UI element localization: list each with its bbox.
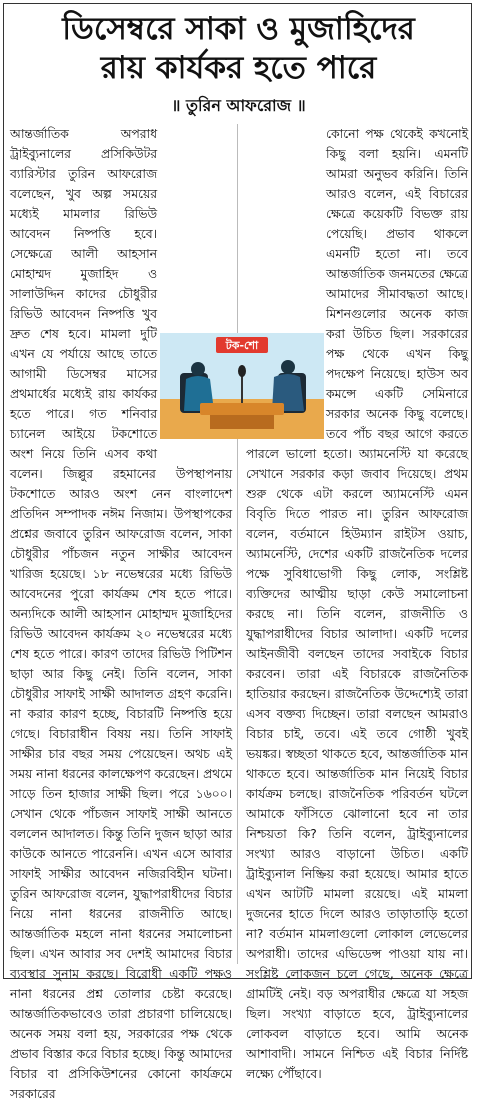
column-divider xyxy=(237,124,238,964)
show-banner-label: টক-শো xyxy=(225,339,259,352)
headline xyxy=(0,10,477,88)
talkshow-illustration xyxy=(160,333,324,439)
table-front xyxy=(210,415,274,429)
right-person-head xyxy=(281,360,295,374)
right-column-text: কোনো পক্ষ থেকেই কখনোই কিছু বলা হয়নি। এমনটি আমরা অনুভব করিনি। তিনি আরও বলেন, এই বিচারের ক্ষেত্রে কয়েকটি বিভক্ত রায় পেয়েছি। প্রভাব থাকলে এমনটি হতো না। তবে আন্তর্জাতিক জনমতের ক্ষেত্রে আমাদের সীমাবদ্ধতা আছে। মিশনগুলোর অনেক কাজ করা উচিত ছিল। সরকারের পক্ষ থেকে এখন কিছু পদক্ষেপ নিয়েছে। হাউস অব কমন্সে একটি সেমিনারে সরকার অনেক কিছু বলেছে। তবে পাঁচ বছর আগে করতে পারলে ভালো হতো। অ্যামনেস্টি যা করেছে সেখানে সরকার কড়া জবাব দিয়েছে। প্রথম শুরু থেকে এটা করলে অ্যামনেস্টি এমন বিবৃতি দিতে পারত না। তুরিন আফরোজ বলেন, বর্তমানে হিউম্যান রাইটস ওয়াচ, অ্যামনেস্টি, দেশের একটি রাজনৈতিক দলের পক্ষে সুবিধাভোগী কিছু লোক, সংশ্লিষ্ট ব্যক্তিদের আত্মীয় ছাড়া কেউ সমালোচনা করছে না। তিনি বলেন, রাজনীতি ও যুদ্ধাপরাধীদের বিচার আলাদা। একটি দলের আইনজীবী বলছেন তাদের সবাইকে বিচার করবেন। তারা এই বিচারকে রাজনৈতিক হাতিয়ার করছেন। রাজনৈতিক উদ্দেশ্যেই তারা এসব বক্তব্য দিচ্ছেন। তারা বলছেন আমরাও বিচার চাই, তবে। এই তবে গোষ্ঠী খুবই ভয়ঙ্কর। স্বচ্ছতা থাকতে হবে, আন্তর্জাতিক মান থাকতে হবে। আন্তর্জাতিক মান নিয়েই বিচার কার্যক্রম চলছে। রাজনৈতিক পরিবর্তন ঘটলে আমাকে ফাঁসিতে ঝোলানো হবে না তার নিশ্চয়তা কি? তিনি বলেন, ট্রাইব্যুনালের সংখ্যা আরও বাড়ানো উচিত। একটি ট্রাইব্যুনাল নিষ্ক্রিয় করা হয়েছে। আমার হাতে এখন আটটি মামলা রয়েছে। এই মামলা দুজনের হাতে দিলে আরও তাড়াতাড়ি হতো না? বর্তমান মামলাগুলো লোকাল লেভেলের অপরাধী। তাদের এভিডেন্স পাওয়া যায় না। সংশ্লিষ্ট লোকজন চলে গেছে, অনেক ক্ষেত্রে গ্রামটিই নেই। বড় অপরাধীর ক্ষেত্রে যা সহজ ছিল। সংখ্যা বাড়াতে হবে, ট্রাইব্যুনালের লোকবল বাড়াতে হবে। আমি অনেক আশাবাদী। সামনে নিশ্চিত এই বিচার নির্দিষ্ট লক্ষ্যে পৌঁছাবে। xyxy=(246,127,468,1081)
byline: ॥ তুরিন আফরোজ ॥ xyxy=(171,96,306,115)
left-column xyxy=(10,124,232,1101)
left-person-head xyxy=(191,362,205,376)
right-column xyxy=(246,124,468,1081)
headline-line-1: ডিসেম্বরে সাকা ও মুজাহিদের xyxy=(62,11,415,47)
studio-table xyxy=(200,403,284,415)
microphone-icon xyxy=(238,365,246,377)
left-column-text: আন্তর্জাতিক অপরাধ ট্রাইব্যুনালের প্রসিকিউটর ব্যারিস্টার তুরিন আফরোজ বলেছেন, খুব অল্প সময়ের মধ্যেই মামলার রিভিউ আবেদন নিষ্পত্তি হবে। সেক্ষেত্রে আলী আহসান মোহাম্মদ মুজাহিদ ও সালাউদ্দিন কাদের চৌধুরীর রিভিউ আবেদন নিষ্পত্তি খুব দ্রুত শেষ হবে। মামলা দুটি এখন যে পর্যায়ে আছে তাতে আগামী ডিসেম্বর মাসের প্রথমার্ধের মধ্যেই রায় কার্যকর হতে পারে। গত শনিবার চ্যানেল আইয়ে টকশোতে অংশ নিয়ে তিনি এসব কথা বলেন। জিল্লুর রহমানের উপস্থাপনায় টকশোতে আরও অংশ নেন বাংলাদেশ প্রতিদিন সম্পাদক নঈম নিজাম। উপস্থাপকের প্রশ্নের জবাবে তুরিন আফরোজ বলেন, সাকা চৌধুরীর পাঁচজন নতুন সাক্ষীর আবেদন খারিজ হয়েছে। ১৮ নভেম্বরের মধ্যে রিভিউ আবেদনের পুরো কার্যক্রম শেষ হতে পারে। অন্যদিকে আলী আহসান মোহাম্মদ মুজাহিদের রিভিউ আবেদন কার্যক্রম ২০ নভেম্বরের মধ্যে শেষ হতে পারে। কারণ তাদের রিভিউ পিটিশন ছাড়া আর কিছু নেই। তিনি বলেন, সাকা চৌধুরীর সাফাই সাক্ষী আদালত গ্রহণ করেনি। না করার কারণ হচ্ছে, বিচারটি নিষ্পত্তি হয়ে গেছে। বিচারাধীন বিষয় নয়। তিনি সাফাই সাক্ষীর চার বছর সময় পেয়েছেন। অথচ এই সময় নানা ধরনের কালক্ষেপণ করেছেন। প্রথমে সাড়ে তিন হাজার সাক্ষী ছিল। পরে ১৬০০। সেখান থেকে পাঁচজন সাফাই সাক্ষী আনতে বললেন আদালত। কিন্তু তিনি দুজন ছাড়া আর কাউকে আনতে পারেননি। এখন এসে আবার সাফাই সাক্ষীর আবেদন নজিরবিহীন ঘটনা। তুরিন আফরোজ বলেন, যুদ্ধাপরাধীদের বিচার নিয়ে নানা ধরনের রাজনীতি আছে। আন্তর্জাতিক মহলে নানা ধরনের সমালোচনা ছিল। এখন আবার সব দেশই আমাদের বিচার ব্যবস্থার সুনাম করছে। বিরোধী একটি পক্ষও নানা ধরনের প্রশ্ন তোলার চেষ্টা করেছে। আন্তর্জাতিকভাবেও তারা প্রচারণা চালিয়েছে। অনেক সময় বলা হয়, সরকারের পক্ষ থেকে প্রভাব বিস্তার করে বিচার হচ্ছে। কিন্তু আমাদের বিচার বা প্রসিকিউশনের কোনো কার্যক্রমে সরকারের xyxy=(10,127,232,1101)
headline-line-2: রায় কার্যকর হতে পারে xyxy=(100,50,377,86)
talkshow-scene xyxy=(160,333,324,439)
